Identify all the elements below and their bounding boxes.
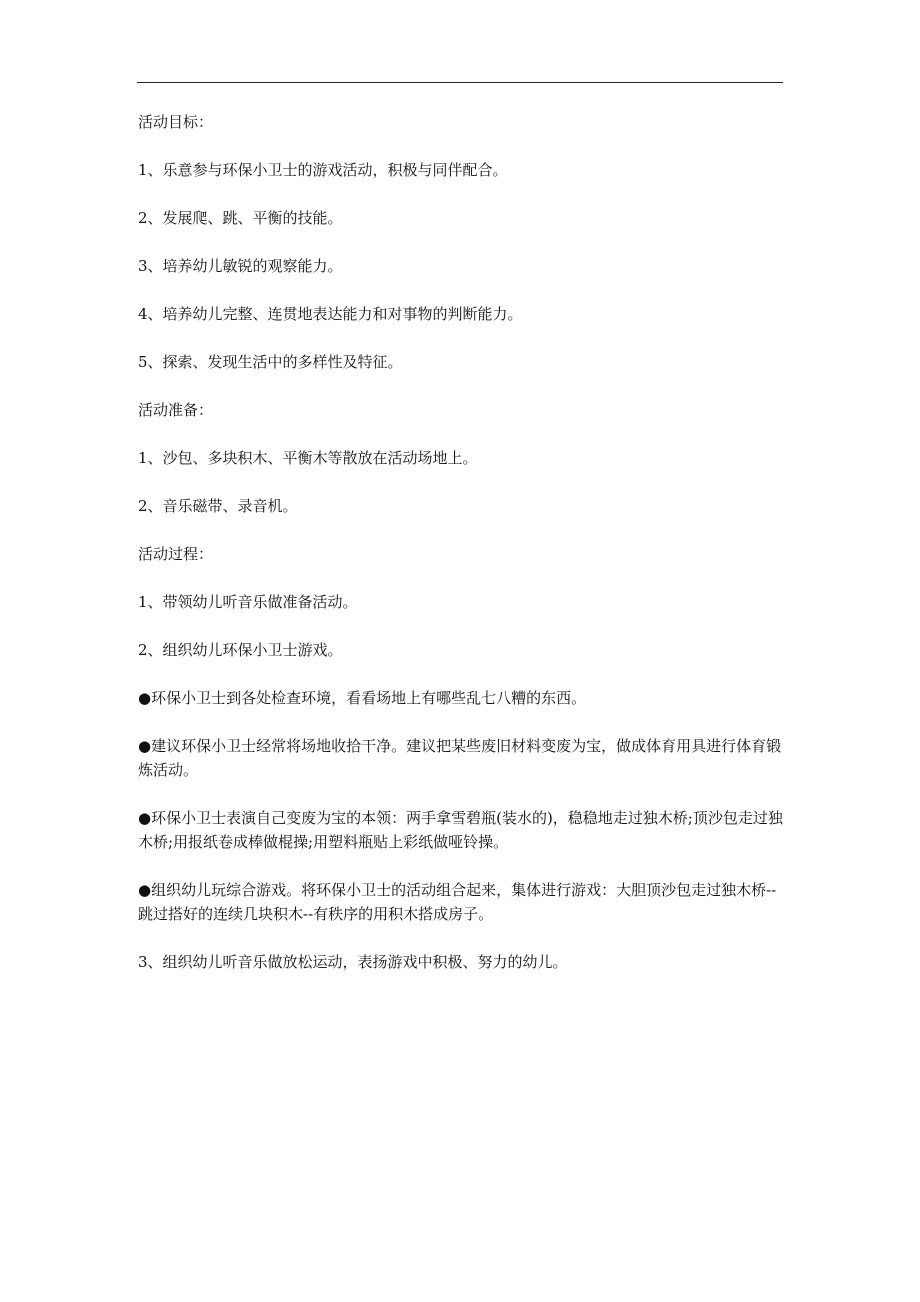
process-bullet-2: ●建议环保小卫士经常将场地收拾干净。建议把某些废旧材料变废为宝，做成体育用具进行体育锻炼活动。 — [138, 737, 782, 779]
process-bullet-1: ●环保小卫士到各处检查环境，看看场地上有哪些乱七八糟的东西。 — [138, 689, 587, 707]
goal-item-3: 3、培养幼儿敏锐的观察能力。 — [138, 257, 343, 275]
preparation-item-2: 2、音乐磁带、录音机。 — [138, 497, 298, 515]
process-step-1: 1、带领幼儿听音乐做准备活动。 — [138, 593, 358, 611]
goal-item-1: 1、乐意参与环保小卫士的游戏活动，积极与同伴配合。 — [138, 161, 508, 179]
goal-item-2: 2、发展爬、跳、平衡的技能。 — [138, 209, 343, 227]
goal-item-4: 4、培养幼儿完整、连贯地表达能力和对事物的判断能力。 — [138, 305, 523, 323]
process-bullet-4: ●组织幼儿玩综合游戏。将环保小卫士的活动组合起来，集体进行游戏：大胆顶沙包走过独木桥--跳过搭好的连续几块积木--有秩序的用积木搭成房子。 — [138, 881, 777, 923]
header-rule — [137, 82, 783, 83]
preparation-item-1: 1、沙包、多块积木、平衡木等散放在活动场地上。 — [138, 449, 478, 467]
goal-item-5: 5、探索、发现生活中的多样性及特征。 — [138, 353, 403, 371]
document-body — [138, 110, 784, 998]
section-heading-process: 活动过程： — [138, 545, 214, 563]
process-step-3: 3、组织幼儿听音乐做放松运动，表扬游戏中积极、努力的幼儿。 — [138, 953, 568, 971]
section-heading-preparation: 活动准备： — [138, 401, 214, 419]
process-bullet-3: ●环保小卫士表演自己变废为宝的本领：两手拿雪碧瓶(装水的)，稳稳地走过独木桥;顶沙包走过独木桥;用报纸卷成棒做棍操;用塑料瓶贴上彩纸做哑铃操。 — [138, 809, 783, 851]
process-step-2: 2、组织幼儿环保小卫士游戏。 — [138, 641, 343, 659]
section-heading-goals: 活动目标： — [138, 113, 214, 131]
